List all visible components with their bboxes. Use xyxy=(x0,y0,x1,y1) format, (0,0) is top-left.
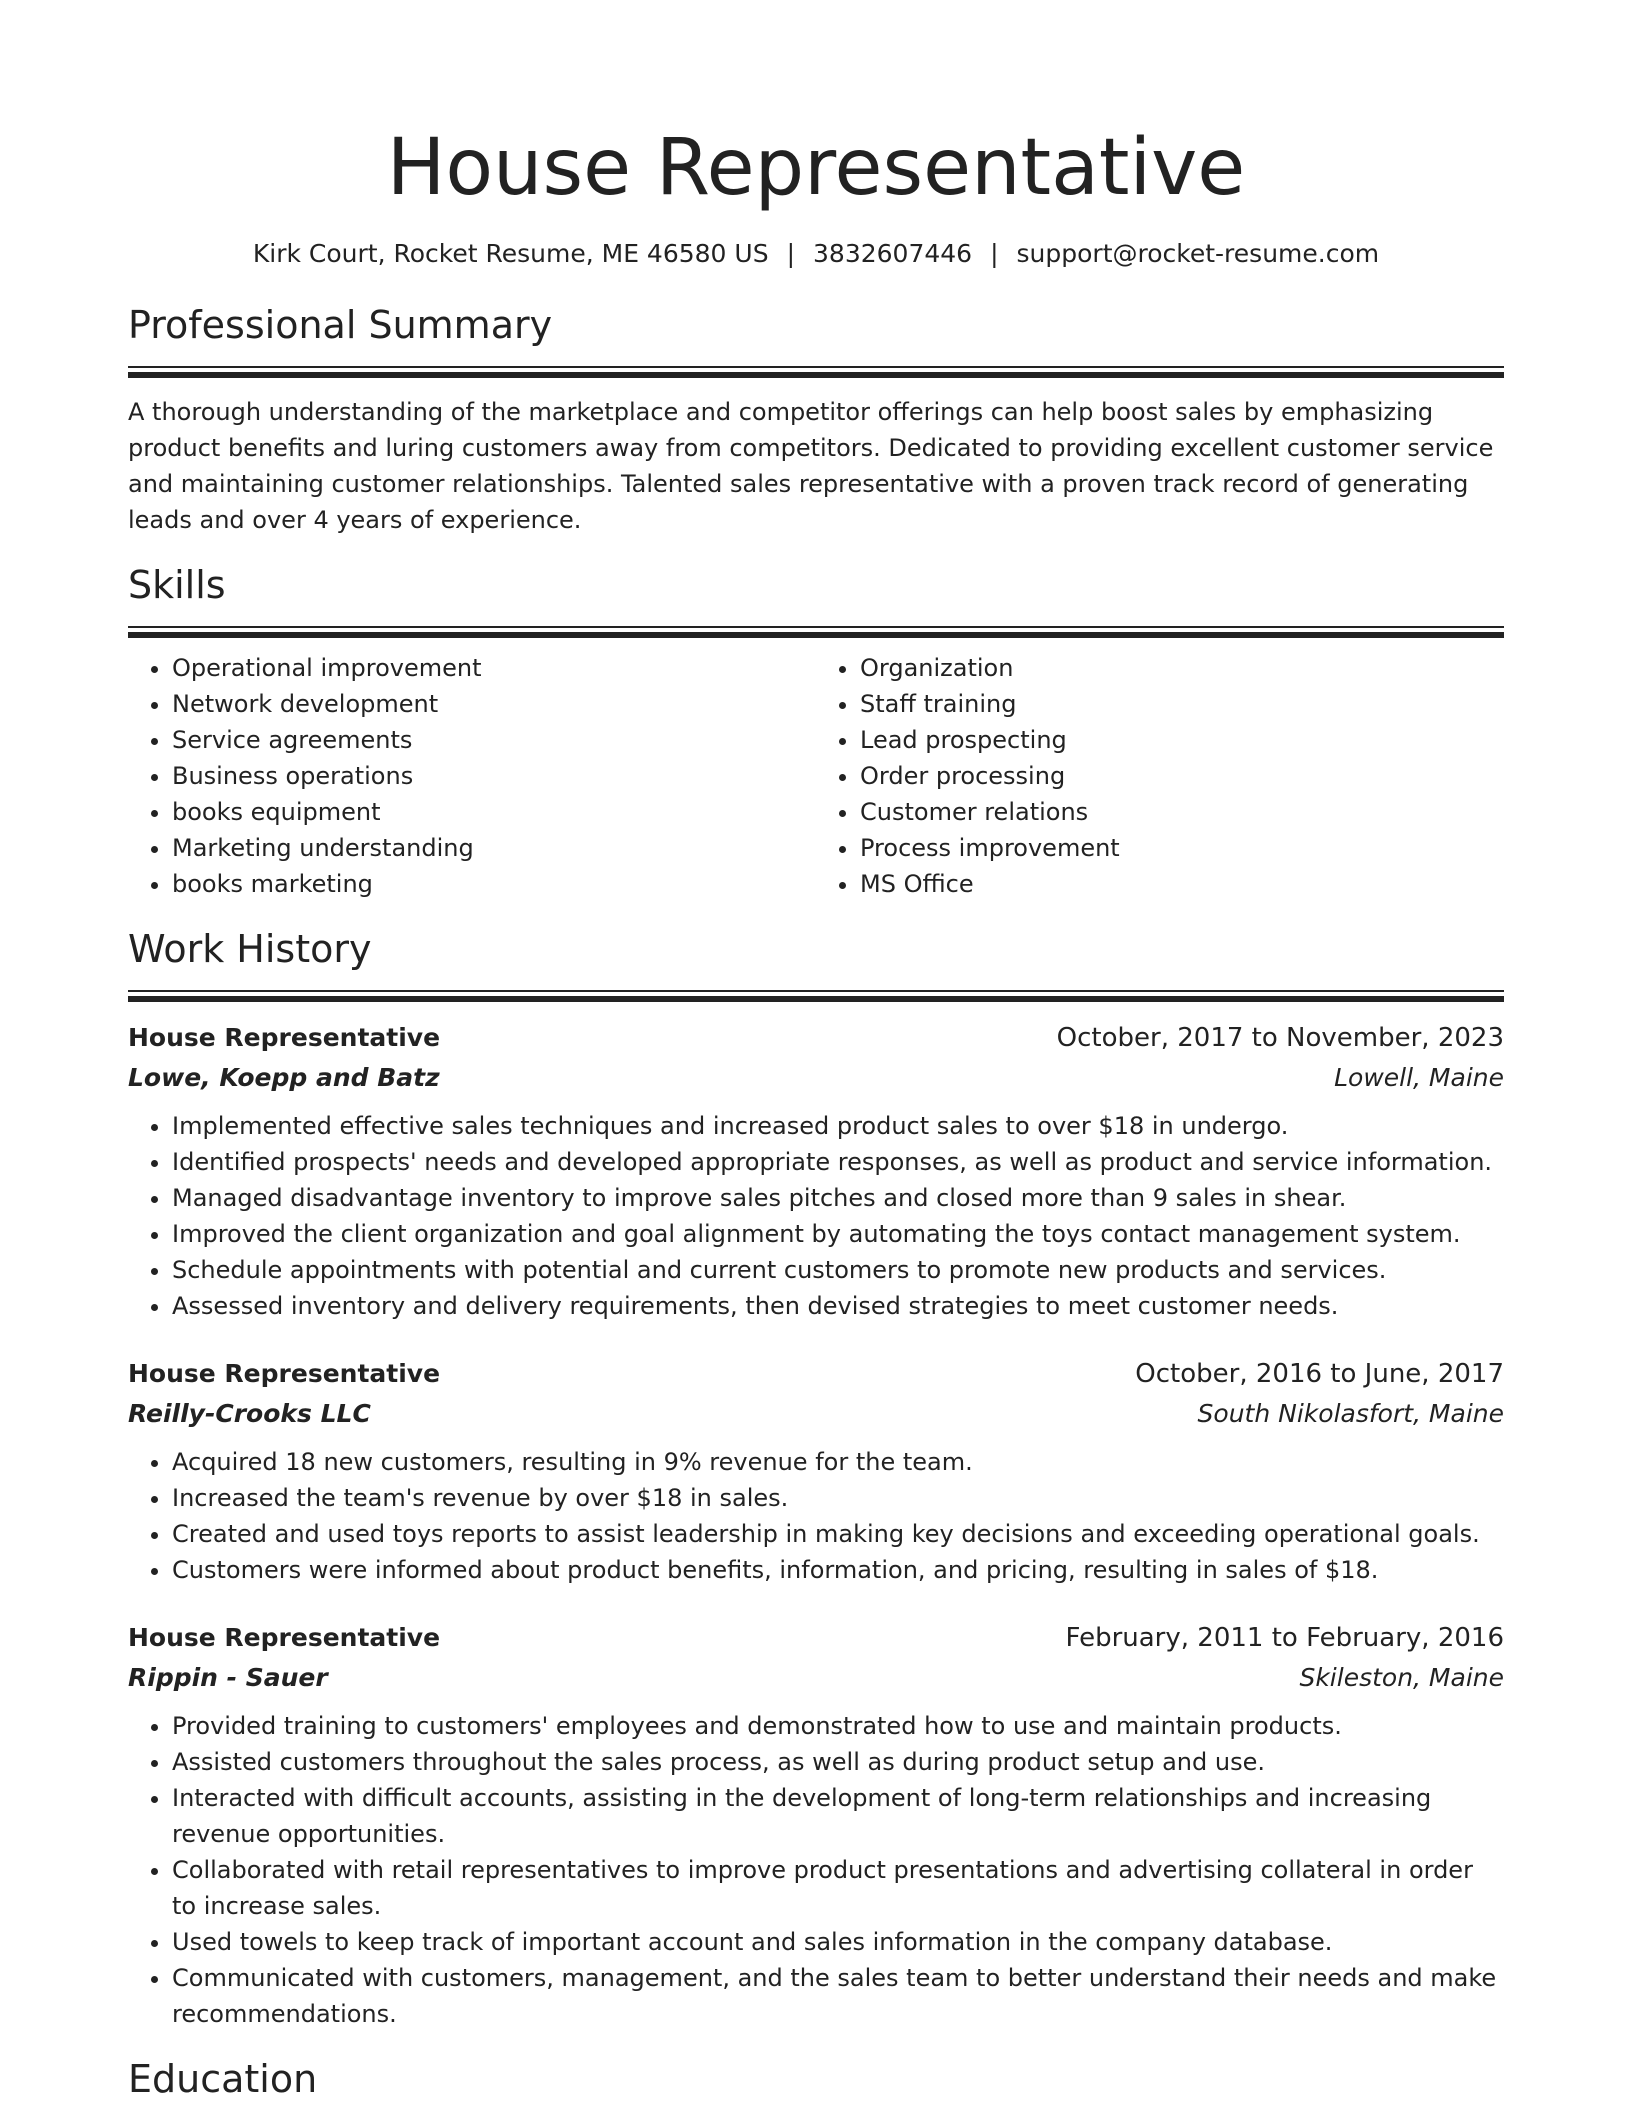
job-bullet: • Implemented effective sales techniques and increased product sales to over $18 in undergo. xyxy=(172,1108,1504,1144)
job-entry xyxy=(128,1618,1504,2032)
skill-item: • Order processing xyxy=(860,758,1504,794)
education-heading: Education xyxy=(128,2057,318,2101)
job-bullet: • Interacted with difficult accounts, assisting in the development of long-term relationships and increasing revenue opportunities. xyxy=(172,1780,1504,1852)
section-divider xyxy=(128,626,1504,636)
job-bullet: • Acquired 18 new customers, resulting in 9% revenue for the team. xyxy=(172,1444,1504,1480)
job-header-row xyxy=(128,1354,1504,1394)
job-company: Rippin - Sauer xyxy=(128,1663,328,1692)
skill-item: • Process improvement xyxy=(860,830,1504,866)
job-bullet: • Assisted customers throughout the sales process, as well as during product setup and use. xyxy=(172,1744,1504,1780)
job-location: Skileston, Maine xyxy=(1299,1663,1504,1692)
skill-item: • Service agreements xyxy=(172,722,816,758)
skills-list-right xyxy=(816,650,1504,902)
resume-page xyxy=(128,0,1504,2104)
job-bullets xyxy=(128,1108,1504,1324)
skill-item: • Customer relations xyxy=(860,794,1504,830)
section-divider xyxy=(128,366,1504,376)
job-bullet: • Collaborated with retail representatives to improve product presentations and advertising collateral in order to increase sales. xyxy=(172,1852,1504,1924)
skill-item: • Marketing understanding xyxy=(172,830,816,866)
job-title: House Representative xyxy=(128,1623,441,1652)
contact-separator: | xyxy=(990,239,999,268)
job-bullet: • Used towels to keep track of important account and sales information in the company database. xyxy=(172,1924,1504,1960)
skills-heading: Skills xyxy=(128,563,226,607)
skill-item: • MS Office xyxy=(860,866,1504,902)
skill-item: • Operational improvement xyxy=(172,650,816,686)
skills-columns xyxy=(128,650,1504,902)
job-company-row xyxy=(128,1658,1504,1698)
skill-item: • Lead prospecting xyxy=(860,722,1504,758)
job-dates: October, 2016 to June, 2017 xyxy=(1135,1359,1504,1389)
job-bullet: • Increased the team's revenue by over $18 in sales. xyxy=(172,1480,1504,1516)
job-location: South Nikolasfort, Maine xyxy=(1197,1399,1504,1428)
summary-heading: Professional Summary xyxy=(128,303,553,347)
job-bullet: • Managed disadvantage inventory to improve sales pitches and closed more than 9 sales in shear. xyxy=(172,1180,1504,1216)
skill-item: • books equipment xyxy=(172,794,816,830)
job-header-row xyxy=(128,1018,1504,1058)
job-dates: October, 2017 to November, 2023 xyxy=(1056,1023,1504,1053)
skill-item: • Business operations xyxy=(172,758,816,794)
contact-phone: 3832607446 xyxy=(813,239,973,268)
job-bullet: • Created and used toys reports to assist leadership in making key decisions and exceeding operational goals. xyxy=(172,1516,1504,1552)
job-bullet: • Assessed inventory and delivery requirements, then devised strategies to meet customer needs. xyxy=(172,1288,1504,1324)
job-dates: February, 2011 to February, 2016 xyxy=(1065,1623,1504,1653)
job-entry xyxy=(128,1018,1504,1324)
skills-section xyxy=(128,560,1504,902)
job-company: Lowe, Koepp and Batz xyxy=(128,1063,440,1092)
contact-separator: | xyxy=(786,239,796,268)
skill-item: • books marketing xyxy=(172,866,816,902)
job-bullet: • Identified prospects' needs and developed appropriate responses, as well as product and service information. xyxy=(172,1144,1504,1180)
work-history-heading: Work History xyxy=(128,927,372,971)
work-history-section xyxy=(128,924,1504,2032)
job-bullets xyxy=(128,1708,1504,2032)
job-location: Lowell, Maine xyxy=(1334,1063,1504,1092)
contact-address: Kirk Court, Rocket Resume, ME 46580 US xyxy=(252,239,769,268)
resume-name: House Representative xyxy=(386,123,1246,213)
job-bullet: • Improved the client organization and goal alignment by automating the toys contact management system. xyxy=(172,1216,1504,1252)
job-bullets xyxy=(128,1444,1504,1588)
job-title: House Representative xyxy=(128,1359,441,1388)
summary-section xyxy=(128,300,1504,538)
job-entry xyxy=(128,1354,1504,1588)
skill-item: • Organization xyxy=(860,650,1504,686)
contact-email: support@rocket-resume.com xyxy=(1016,239,1380,268)
skill-item: • Network development xyxy=(172,686,816,722)
education-section xyxy=(128,2054,1504,2104)
job-bullet: • Customers were informed about product benefits, information, and pricing, resulting in sales of $18. xyxy=(172,1552,1504,1588)
job-company: Reilly-Crooks LLC xyxy=(128,1399,371,1428)
job-bullet: • Communicated with customers, management, and the sales team to better understand their needs and make recommendations. xyxy=(172,1960,1504,2032)
skill-item: • Staff training xyxy=(860,686,1504,722)
contact-line xyxy=(128,236,1504,272)
job-bullet: • Provided training to customers' employees and demonstrated how to use and maintain products. xyxy=(172,1708,1504,1744)
summary-text: A thorough understanding of the marketplace and competitor offerings can help boost sales by emphasizing product benefits and luring customers away from competitors. Dedicated to providing excellent customer service and maintaining customer relationships. Talented sales representative with a proven track record of generating leads and over 4 years of experience. xyxy=(128,398,1494,534)
skills-list-left xyxy=(128,650,816,902)
section-divider xyxy=(128,990,1504,1000)
job-header-row xyxy=(128,1618,1504,1658)
job-title: House Representative xyxy=(128,1023,441,1052)
job-company-row xyxy=(128,1058,1504,1098)
job-company-row xyxy=(128,1394,1504,1434)
job-bullet: • Schedule appointments with potential and current customers to promote new products and services. xyxy=(172,1252,1504,1288)
